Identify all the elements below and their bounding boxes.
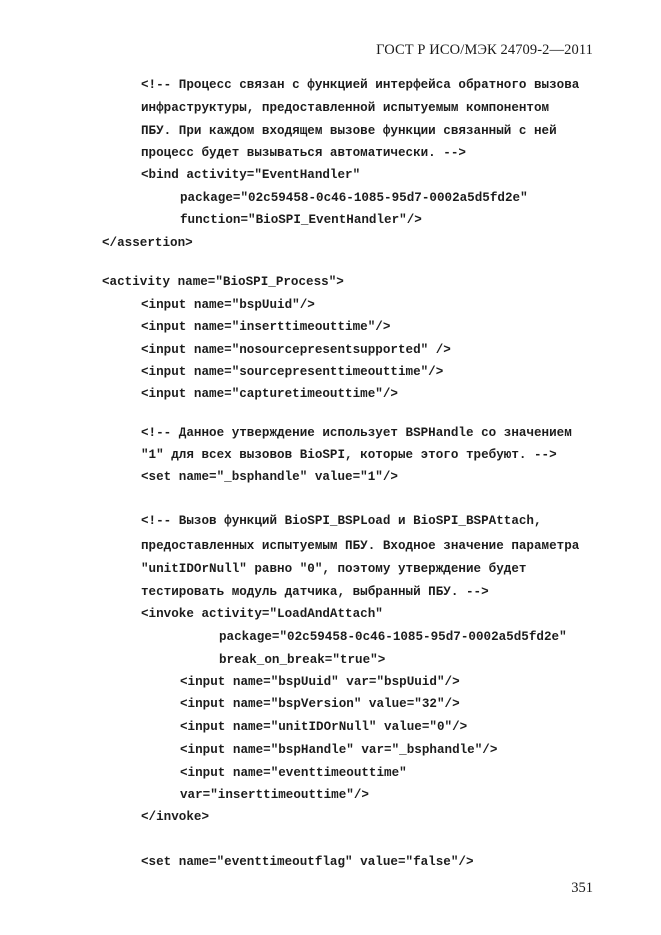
page-number: 351 <box>571 880 593 896</box>
code-line: var="inserttimeouttime"/> <box>180 788 369 802</box>
code-line: <activity name="BioSPI_Process"> <box>102 275 344 289</box>
code-line: <!-- Процесс связан с функцией интерфейса обратного вызова <box>141 78 580 92</box>
code-line: <input name="bspHandle" var="_bsphandle"/> <box>180 743 498 757</box>
code-line: тестировать модуль датчика, выбранный ПБУ. --> <box>141 585 489 599</box>
code-line: инфраструктуры, предоставленной испытуемым компонентом <box>141 101 550 115</box>
code-line: <!-- Вызов функций BioSPI_BSPLoad и BioSPI_BSPAttach, <box>141 514 542 528</box>
code-line: function="BioSPI_EventHandler"/> <box>180 213 422 227</box>
code-line: ПБУ. При каждом входящем вызове функции связанный с ней <box>141 124 557 138</box>
code-line: <input name="capturetimeouttime"/> <box>141 387 398 401</box>
code-line: процесс будет вызываться автоматически. --> <box>141 146 466 160</box>
code-line: <input name="bspUuid"/> <box>141 298 315 312</box>
code-line: предоставленных испытуемым ПБУ. Входное значение параметра <box>141 539 580 553</box>
code-line: "1" для всех вызовов BioSPI, которые этого требуют. --> <box>141 448 557 462</box>
code-line: </assertion> <box>102 236 193 250</box>
code-line: <input name="bspVersion" value="32"/> <box>180 697 460 711</box>
code-line: </invoke> <box>141 810 210 824</box>
code-line: <!-- Данное утверждение использует BSPHandle со значением <box>141 426 572 440</box>
code-line: <input name="inserttimeouttime"/> <box>141 320 391 334</box>
code-line: <set name="eventtimeoutflag" value="false"/> <box>141 855 474 869</box>
code-line: <input name="bspUuid" var="bspUuid"/> <box>180 675 460 689</box>
code-line: <input name="sourcepresenttimeouttime"/> <box>141 365 444 379</box>
code-line: package="02c59458-0c46-1085-95d7-0002a5d5fd2e" <box>219 630 567 644</box>
code-line: break_on_break="true"> <box>219 653 386 667</box>
code-line: <input name="eventtimeouttime" <box>180 766 407 780</box>
code-line: package="02c59458-0c46-1085-95d7-0002a5d5fd2e" <box>180 191 528 205</box>
code-line: <set name="_bsphandle" value="1"/> <box>141 470 398 484</box>
code-line: <input name="nosourcepresentsupported" /> <box>141 343 451 357</box>
document-header-standard-id: ГОСТ Р ИСО/МЭК 24709-2—2011 <box>376 42 593 58</box>
code-line: <input name="unitIDOrNull" value="0"/> <box>180 720 468 734</box>
code-line: <invoke activity="LoadAndAttach" <box>141 607 383 621</box>
code-line: "unitIDOrNull" равно "0", поэтому утверждение будет <box>141 562 527 576</box>
code-line: <bind activity="EventHandler" <box>141 168 361 182</box>
